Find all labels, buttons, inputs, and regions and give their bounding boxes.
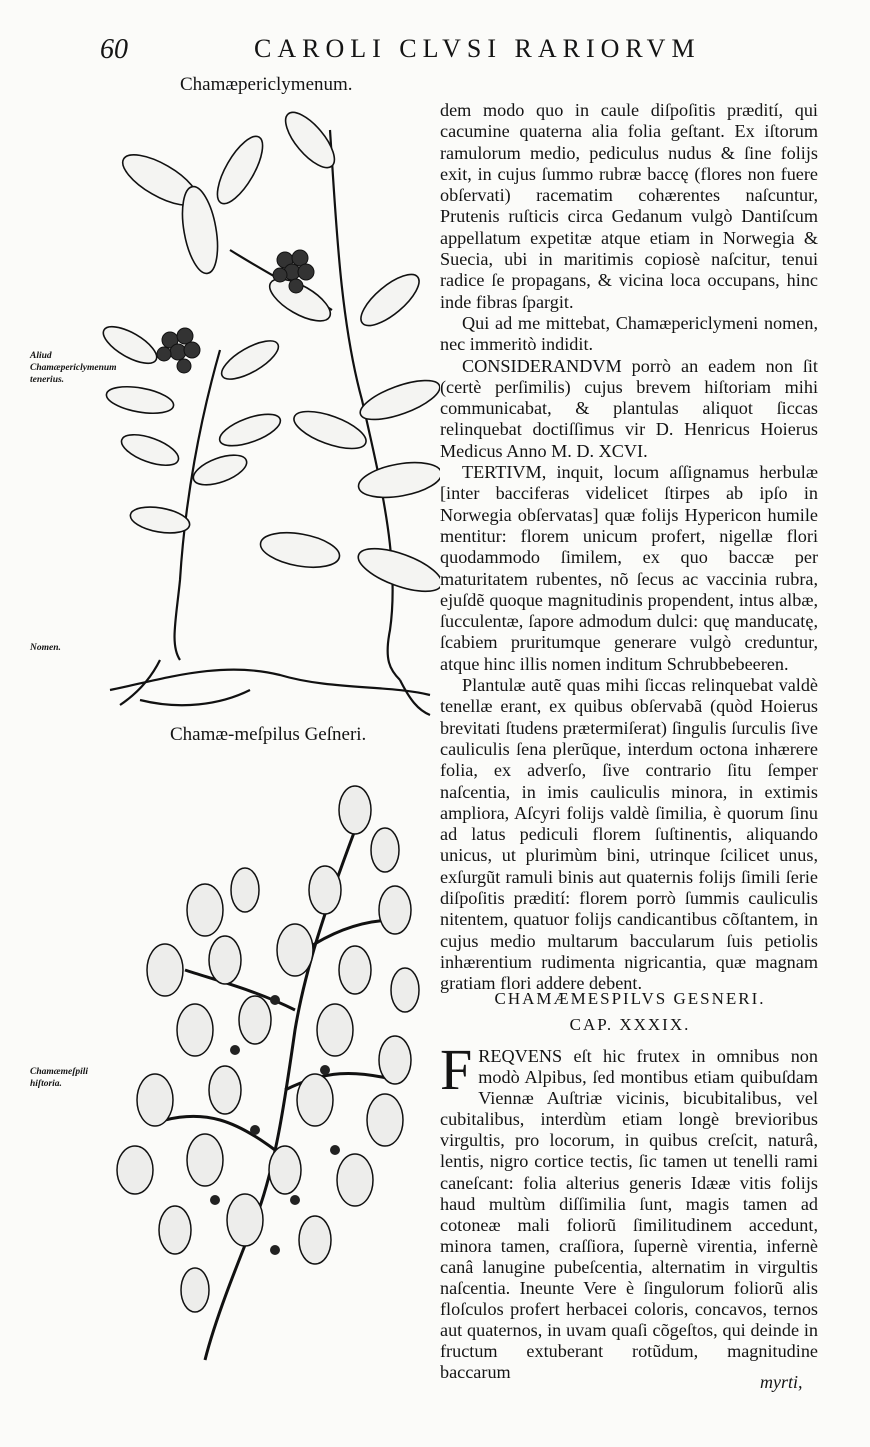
paragraph: dem modo quo in caule diſpoſitis prædití, qui cacumine quaterna alia folia geſtant. Ex iſtorum ramulorum medio, pediculus nudus & ſine folijs exit, in cujus ſummo rubræ baccę (flores non fuere obſervati) racematim cohærentes naſcuntur, Prutenis ruſticis circa Gedanum vulgò Dantiſcum appellatum expetitæ atque etiam in Norwegia & Suecia, ubi in maritimis copiosè naſcitur, tenui radice ſe propagans, & vicina loca occupans, hinc inde fibras ſpargit. [440, 100, 818, 312]
paragraph: Qui ad me mittebat, Chamæpericlymeni nomen, nec immeritò indidit. [440, 312, 818, 355]
margin-note-nomen: Nomen. [30, 643, 61, 653]
page-number: 60 [100, 34, 128, 65]
body-text [440, 100, 818, 994]
chapter-title: CHAMÆMESPILVS GESNERI. [494, 989, 766, 1008]
margin-note-aliud: Aliud Chamæpericlymenum tenerius. [30, 351, 117, 385]
chapter-number: CAP. XXXIX. [569, 1015, 691, 1034]
margin-note-historia: Chamæmeſpili hiſtoria. [30, 1067, 89, 1089]
chapter-paragraph: REQVENS eſt hic frutex in omnibus non modò Alpibus, ſed montibus etiam quibuſdam Viennæ Auſtriæ vicinis, bicubitalibus, vel cubitalibus, interdùm etiam longè brevioribus virgultis, pro locorum, in quibus creſcit, naturâ, lentis, nigro cortice tectis, ſic tamen ut tenelli rami caneſcant: folia alterius generis Idææ vitis folijs haud multùm diſſimilia ſunt, magis tamen ad cotoneæ mali foliorũ ſimilitudinem accedunt, minora tamen, craſſiora, ſupernè virentia, infernè canâ lanugine pubeſcentia, alternatim in virgultis naſcentia. Ineunte Vere è ſingulorum foliorũ alis floſculos profert herbacei coloris, concavos, ternos aut quaternos, in uvam quaſi cõgeſtos, qui deinde in fructum extuberant rotũdum, magnitudine baccarum [440, 1046, 818, 1383]
drop-capital: F [440, 1037, 473, 1102]
paragraph: CONSIDERANDVM porrò an eadem non ſit (certè perſimilis) cujus brevem hiſtoriam mihi communicabat, & plantulas aliquot ſiccas relinquebat doctiſſimus vir D. Henricus Hoierus Medicus Anno M. D. XCVI. [440, 355, 818, 461]
paragraph: TERTIVM, inquit, locum aſſignamus herbulæ [inter bacciferas videlicet ſtirpes ab ipſo in Norwegia obſervatas] quæ folijs Hypericon humile mentitur: florem unicum profert, nigellæ flori quodammodo ſimilem, ex quo baccæ per maturitatem rubentes, nõ ſecus ac vaccinia rubra, ejuſdẽ quoque magnitudinis propendent, intus albæ, ſucculentæ, ſapore admodum dulci: quę manducatę, ſcabiem pruritumque generare vulgò creduntur, atque hinc illis nomen inditum Schrubbebeeren. [440, 462, 818, 674]
chapter-text [440, 1037, 818, 1384]
chapter-heading [440, 986, 820, 1038]
chamaemespilus-illustration [95, 770, 425, 1370]
figure-title-chamaemespilus: Chamæ-meſpilus Geſneri. [170, 724, 367, 745]
figure-title-chamaepericlymenum: Chamæpericlymenum. [180, 74, 353, 95]
running-head: CAROLI CLVSI RARIORVM [254, 34, 701, 63]
chamaepericlymenum-illustration [100, 100, 440, 720]
paragraph: Plantulæ autẽ quas mihi ſiccas relinquebat valdè tenellæ erant, ex quibus obſervabã (quòd Hoierus brevitati ſtudens prætermiſerat) ſingulis ſurculis ſive cauliculis ſena plerũque, interdum octona inhærere folia, ex adverſo, ſive contrario ſitu ſemper naſcentia, in imis cauliculis minora, in extimis ampliora, Aſcyri folijs valdè ſimilia, è quorum ſinu ad latus pediculi florem ſuſtinentis, aliquando unicus, ut plurimùm bini, utrinque ſcilicet unus, exſurgũt ramuli binis aut quaternis folijs ſimili ſerie diſpoſitis prædití: florem porrò ſummis cauliculis nitentem, quatuor folijs candicantibus cõſtantem, in cujus medio multarum baccularum ſuis petiolis inhærentium rudimenta nigricantia, quæ magnam gratiam flori addere debent. [440, 675, 818, 994]
catchword: myrti, [760, 1372, 803, 1392]
